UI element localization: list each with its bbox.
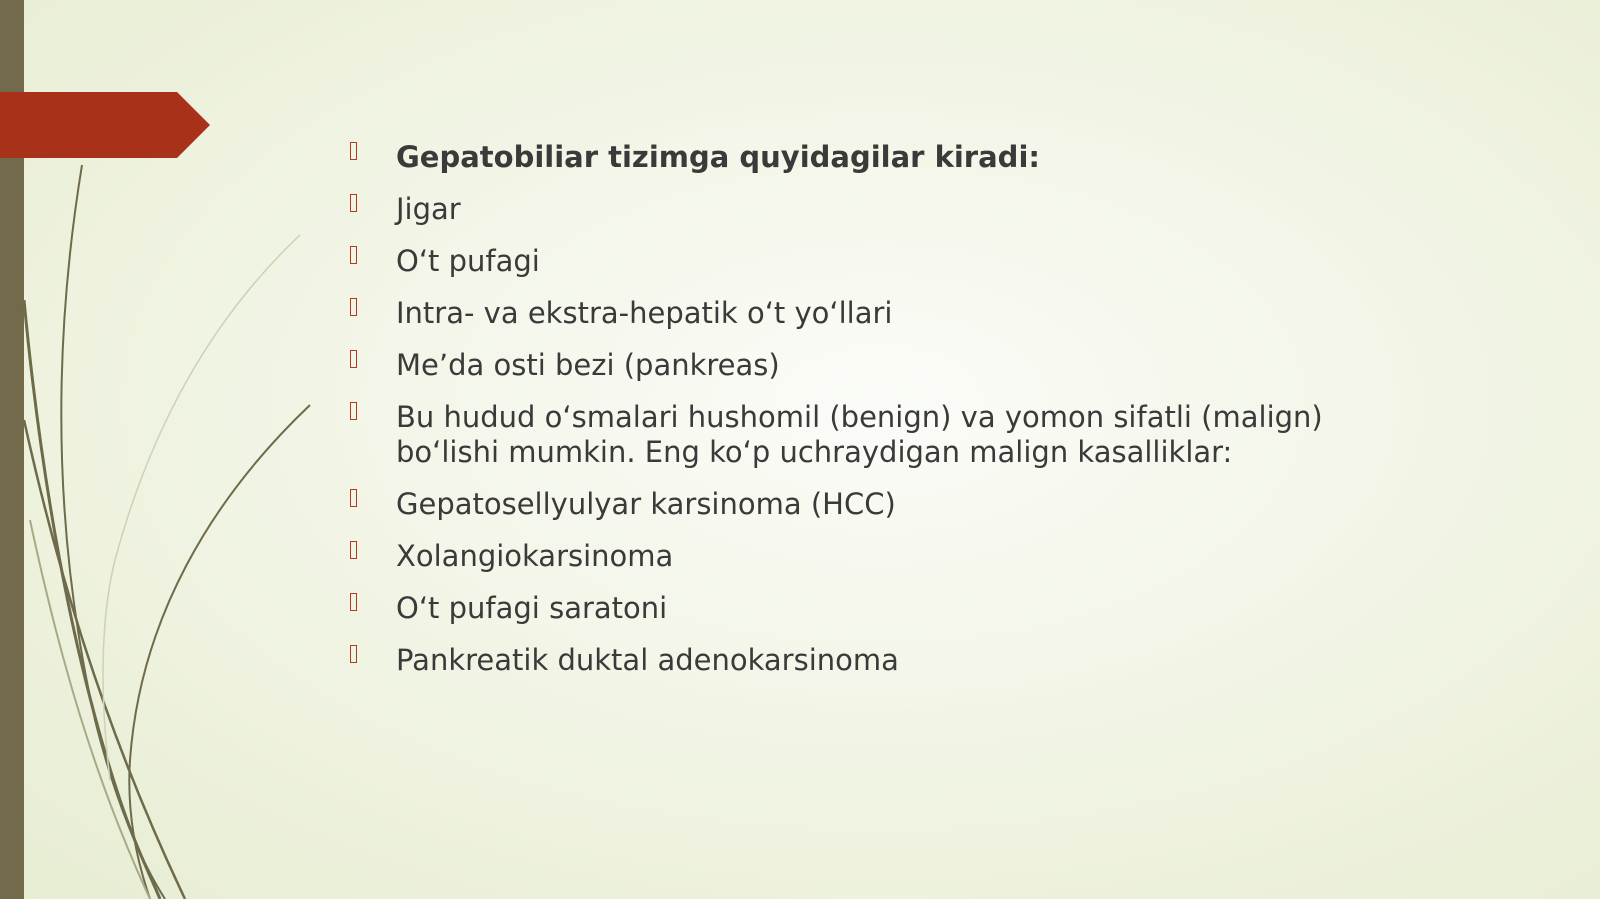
list-item <box>350 591 1430 626</box>
square-bullet-icon <box>350 142 357 160</box>
square-bullet-icon <box>350 246 357 264</box>
list-item <box>350 296 1430 331</box>
list-item <box>350 192 1430 227</box>
square-bullet-icon <box>350 402 357 420</box>
bullet-list <box>350 140 1430 678</box>
square-bullet-icon <box>350 194 357 212</box>
square-bullet-icon <box>350 645 357 663</box>
list-item <box>350 643 1430 678</box>
list-item <box>350 400 1430 470</box>
red-arrow-banner <box>0 92 210 158</box>
square-bullet-icon <box>350 298 357 316</box>
list-item <box>350 140 1430 175</box>
list-item-text: O‘t pufagi saratoni <box>396 591 668 625</box>
list-item-text: Me’da osti bezi (pankreas) <box>396 348 780 382</box>
list-item <box>350 487 1430 522</box>
list-item-text: Xolangiokarsinoma <box>396 539 674 573</box>
list-item <box>350 348 1430 383</box>
list-item-text: Intra- va ekstra-hepatik o‘t yo‘llari <box>396 296 893 330</box>
list-item <box>350 539 1430 574</box>
list-item-text: Jigar <box>396 192 461 226</box>
list-item-text: Bu hudud o‘smalari hushomil (benign) va yomon sifatli (malign) bo‘lishi mumkin. Eng ko‘p uchraydigan malign kasalliklar: <box>396 400 1323 469</box>
square-bullet-icon <box>350 593 357 611</box>
square-bullet-icon <box>350 541 357 559</box>
slide-content <box>350 140 1430 695</box>
square-bullet-icon <box>350 489 357 507</box>
list-item-text: Gepatobiliar tizimga quyidagilar kiradi: <box>396 140 1040 174</box>
list-item <box>350 244 1430 279</box>
square-bullet-icon <box>350 350 357 368</box>
list-item-text: O‘t pufagi <box>396 244 540 278</box>
list-item-text: Pankreatik duktal adenokarsinoma <box>396 643 899 677</box>
list-item-text: Gepatosellyulyar karsinoma (HCC) <box>396 487 896 521</box>
